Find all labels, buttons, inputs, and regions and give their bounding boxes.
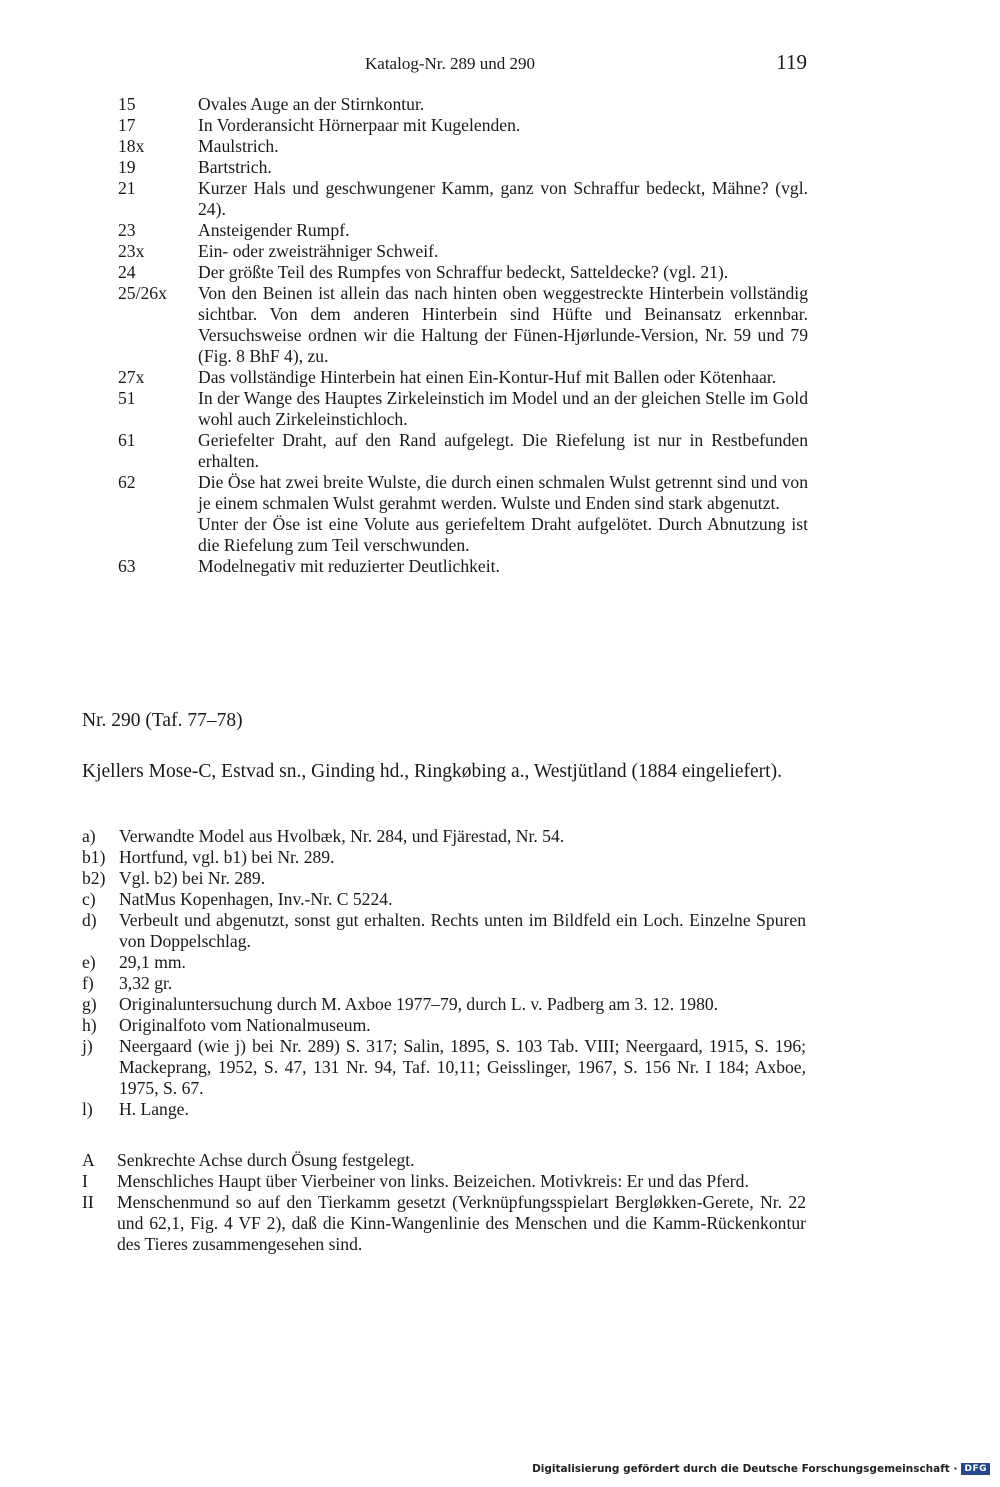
section-heading: Nr. 290 (Taf. 77–78) <box>82 710 243 731</box>
dfg-logo: DFG <box>961 1463 990 1475</box>
running-title: Katalog-Nr. 289 und 290 <box>365 54 535 73</box>
fact-row <box>82 994 806 1015</box>
fact-row <box>82 1015 806 1036</box>
entry-text: Bartstrich. <box>198 157 272 177</box>
entry-row <box>118 220 808 241</box>
page-number: 119 <box>776 50 807 74</box>
entry-row <box>118 388 808 430</box>
entry-text-block <box>198 472 808 556</box>
digitization-footer <box>532 1463 990 1475</box>
analysis-row <box>82 1192 806 1255</box>
analysis-text: Menschenmund so auf den Tierkamm gesetzt (Verknüpfungsspielart Bergløkken-Gerete, Nr. 22 und 62,1, Fig. 4 VF 2), daß die Kinn-Wangenlinie des Menschen und die Kamm-Rückenkontur des Tieres zusammengesehen sind. <box>117 1192 806 1254</box>
page-header <box>0 50 1000 80</box>
fact-key: f) <box>82 973 94 993</box>
fact-text: Verwandte Model aus Hvolbæk, Nr. 284, und Fjärestad, Nr. 54. <box>119 826 565 846</box>
entry-row <box>118 157 808 178</box>
entry-text: Kurzer Hals und geschwungener Kamm, ganz von Schraffur bedeckt, Mähne? (vgl. 24). <box>198 178 808 219</box>
entry-row <box>118 178 808 220</box>
entry-text: Die Öse hat zwei breite Wulste, die durch einen schmalen Wulst getrennt sind und von je einem schmalen Wulst gerahmt werden. Wulste und Enden sind stark abgenutzt. <box>198 472 808 513</box>
entry-text: Unter der Öse ist eine Volute aus geriefeltem Draht aufgelötet. Durch Abnutzung ist die Riefelung zum Teil verschwunden. <box>198 514 808 555</box>
entry-number: 27x <box>118 367 145 387</box>
entry-number: 63 <box>118 556 136 576</box>
findspot-text: Kjellers Mose-C, Estvad sn., Ginding hd., Ringkøbing a., Westjütland (1884 eingeliefert). <box>82 761 782 782</box>
analysis-row <box>82 1150 806 1171</box>
entry-text: Ovales Auge an der Stirnkontur. <box>198 94 425 114</box>
fact-row <box>82 1036 806 1099</box>
fact-row <box>82 868 806 889</box>
entry-row <box>118 115 808 136</box>
fact-row <box>82 973 806 994</box>
entry-text: In der Wange des Hauptes Zirkeleinstich im Model und an der gleichen Stelle im Gold wohl auch Zirkeleinstichloch. <box>198 388 808 429</box>
entry-row <box>118 241 808 262</box>
fact-key: h) <box>82 1015 97 1035</box>
fact-text: 3,32 gr. <box>119 973 173 993</box>
fact-text: H. Lange. <box>119 1099 189 1119</box>
entry-text: Der größte Teil des Rumpfes von Schraffur bedeckt, Satteldecke? (vgl. 21). <box>198 262 729 282</box>
analysis-row <box>82 1171 806 1192</box>
fact-row <box>82 826 806 847</box>
fact-key: a) <box>82 826 96 846</box>
entry-text: Geriefelter Draht, auf den Rand aufgelegt. Die Riefelung ist nur in Restbefunden erhalten. <box>198 430 808 471</box>
entry-number: 25/26x <box>118 283 167 303</box>
entry-text: Ansteigender Rumpf. <box>198 220 350 240</box>
fact-row <box>82 1099 806 1120</box>
fact-row <box>82 847 806 868</box>
fact-text: Originalfoto vom Nationalmuseum. <box>119 1015 371 1035</box>
fact-key: l) <box>82 1099 93 1119</box>
entry-number: 23x <box>118 241 145 261</box>
entry-text: Ein- oder zweisträhniger Schweif. <box>198 241 439 261</box>
footer-text: Digitalisierung gefördert durch die Deutsche Forschungsgemeinschaft · <box>532 1463 958 1475</box>
fact-key: e) <box>82 952 96 972</box>
entry-text: Von den Beinen ist allein das nach hinten oben weggestreckte Hinterbein vollständig sichtbar. Von dem anderen Hinterbein sind Hüfte und Beinansatz erkennbar. Versuchsweise ordnen wir die Haltung der Fünen-Hjørlunde-Version, Nr. 59 und 79 (Fig. 8 BhF 4), zu. <box>198 283 808 366</box>
entry-number: 19 <box>118 157 136 177</box>
analysis-text: Menschliches Haupt über Vierbeiner von links. Beizeichen. Motivkreis: Er und das Pferd. <box>117 1171 749 1191</box>
analysis-text: Senkrechte Achse durch Ösung festgelegt. <box>117 1150 415 1170</box>
fact-key: j) <box>82 1036 93 1056</box>
analysis-key: I <box>82 1171 88 1191</box>
entry-number: 21 <box>118 178 136 198</box>
fact-key: c) <box>82 889 96 909</box>
entry-row <box>118 430 808 472</box>
analysis-section <box>82 1150 806 1255</box>
fact-text: Vgl. b2) bei Nr. 289. <box>119 868 266 888</box>
entry-number: 23 <box>118 220 136 240</box>
entry-number: 62 <box>118 472 136 492</box>
fact-text: Hortfund, vgl. b1) bei Nr. 289. <box>119 847 335 867</box>
entry-row <box>118 262 808 283</box>
fact-key: d) <box>82 910 97 930</box>
entry-text: In Vorderansicht Hörnerpaar mit Kugelenden. <box>198 115 521 135</box>
entry-number: 51 <box>118 388 136 408</box>
catalog-facts <box>82 826 806 1120</box>
entry-number: 18x <box>118 136 145 156</box>
analysis-key: II <box>82 1192 94 1212</box>
fact-key: g) <box>82 994 97 1014</box>
entry-row <box>118 472 808 556</box>
fact-row <box>82 889 806 910</box>
fact-key: b1) <box>82 847 106 867</box>
fact-text: Neergaard (wie j) bei Nr. 289) S. 317; Salin, 1895, S. 103 Tab. VIII; Neergaard, 1915, S. 196; Mackeprang, 1952, S. 47, 131 Nr. 94, Taf. 10,11; Geisslinger, 1967, S. 156 Nr. I 184; Axboe, 1975, S. 67. <box>119 1036 806 1098</box>
fact-text: 29,1 mm. <box>119 952 186 972</box>
fact-text: Verbeult und abgenutzt, sonst gut erhalten. Rechts unten im Bildfeld ein Loch. Einzelne Spuren von Doppelschlag. <box>119 910 806 951</box>
entry-row <box>118 136 808 157</box>
entry-number: 61 <box>118 430 136 450</box>
fact-text: Originaluntersuchung durch M. Axboe 1977–79, durch L. v. Padberg am 3. 12. 1980. <box>119 994 719 1014</box>
entry-text: Das vollständige Hinterbein hat einen Ein-Kontur-Huf mit Ballen oder Kötenhaar. <box>198 367 777 387</box>
entry-text: Modelnegativ mit reduzierter Deutlichkeit. <box>198 556 500 576</box>
fact-row <box>82 910 806 952</box>
analysis-key: A <box>82 1150 95 1170</box>
feature-entries <box>118 94 808 577</box>
entry-row <box>118 94 808 115</box>
entry-row <box>118 283 808 367</box>
entry-text: Maulstrich. <box>198 136 279 156</box>
fact-key: b2) <box>82 868 106 888</box>
entry-row <box>118 367 808 388</box>
entry-number: 17 <box>118 115 136 135</box>
fact-row <box>82 952 806 973</box>
fact-text: NatMus Kopenhagen, Inv.-Nr. C 5224. <box>119 889 393 909</box>
entry-row <box>118 556 808 577</box>
entry-number: 24 <box>118 262 136 282</box>
entry-number: 15 <box>118 94 136 114</box>
